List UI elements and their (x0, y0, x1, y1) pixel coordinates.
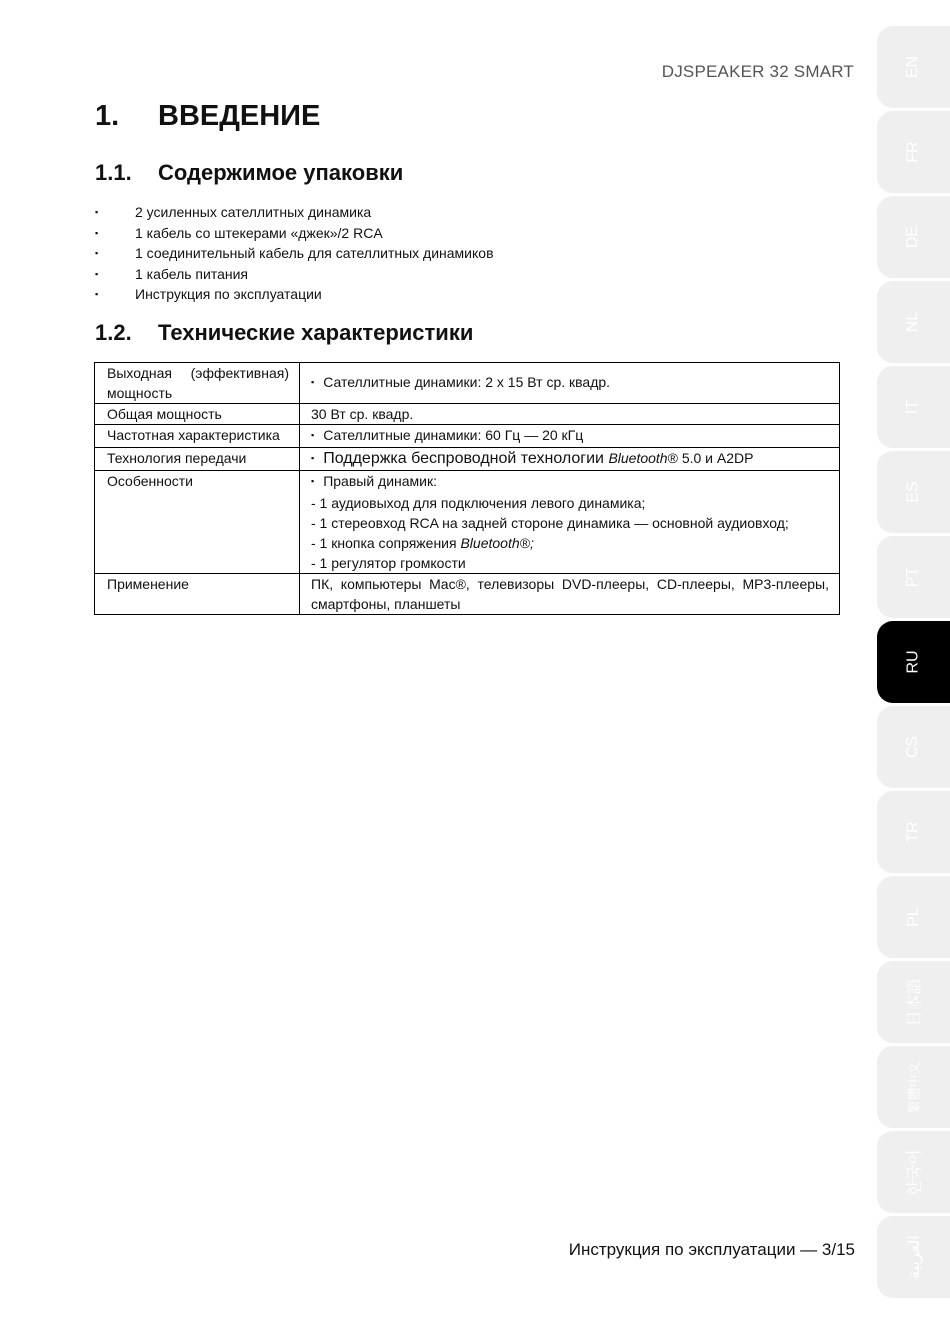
list-item: ▪ Инструкция по эксплуатации (95, 284, 494, 305)
spec-label: Частотная характеристика (95, 425, 300, 448)
tab-en[interactable]: EN (877, 26, 950, 108)
page-footer: Инструкция по эксплуатации — 3/15 (568, 1240, 855, 1259)
tab-es[interactable]: ES (877, 451, 950, 533)
section-number: 1.1. (95, 160, 132, 185)
section-heading-1-1 (95, 160, 403, 186)
tab-ja[interactable]: 日本語 (877, 961, 950, 1043)
tab-fr[interactable]: FR (877, 111, 950, 193)
table-row (95, 363, 840, 404)
tab-ar[interactable]: العربية (877, 1216, 950, 1298)
tab-nl[interactable]: NL (877, 281, 950, 363)
spec-label: Общая мощность (95, 404, 300, 425)
language-tabs (877, 26, 950, 1301)
bullet-icon: ▪ (95, 248, 99, 259)
tab-tr[interactable]: TR (877, 791, 950, 873)
section-heading-1-2 (95, 320, 473, 346)
spec-value: 30 Вт ср. квадр. (300, 404, 840, 425)
product-name: DJSPEAKER 32 SMART (661, 62, 854, 81)
table-row (95, 425, 840, 448)
section-number: 1. (95, 100, 120, 132)
spec-value: ▪ Поддержка беспроводной технологии Bluetooth® 5.0 и A2DP (300, 448, 840, 471)
spec-value: ▪ Сателлитные динамики: 2 x 15 Вт ср. квадр. (300, 363, 840, 404)
package-contents-list (95, 202, 494, 305)
spec-value: ▪ Сателлитные динамики: 60 Гц — 20 кГц (300, 425, 840, 448)
tab-cs[interactable]: CS (877, 706, 950, 788)
list-item: ▪ 2 усиленных сателлитных динамика (95, 202, 494, 223)
tab-pl[interactable]: PL (877, 876, 950, 958)
section-title: Технические характеристики (158, 320, 474, 345)
list-item: ▪ 1 соединительный кабель для сателлитных динамиков (95, 243, 494, 264)
bullet-icon: ▪ (95, 268, 99, 279)
tab-de[interactable]: DE (877, 196, 950, 278)
bullet-icon: ▪ (311, 430, 315, 440)
spec-label: Технология передачи (95, 448, 300, 471)
bullet-icon: ▪ (311, 453, 315, 463)
bullet-icon: ▪ (95, 289, 99, 300)
specifications-table (94, 362, 840, 615)
list-item: ▪ 1 кабель питания (95, 264, 494, 285)
section-title: Содержимое упаковки (158, 160, 404, 185)
section-number: 1.2. (95, 320, 132, 345)
bullet-icon: ▪ (95, 227, 99, 238)
tab-it[interactable]: IT (877, 366, 950, 448)
table-row (95, 404, 840, 425)
section-title: ВВЕДЕНИЕ (158, 100, 321, 132)
spec-value: ПК, компьютеры Mac®, телевизоры DVD-плееры, CD-плееры, MP3-плееры, смартфоны, планшеты (300, 574, 840, 615)
tab-zh-hant[interactable]: 繁體中文 (877, 1046, 950, 1128)
table-row (95, 448, 840, 471)
bullet-icon: ▪ (95, 207, 99, 217)
tab-ko[interactable]: 한국어 (877, 1131, 950, 1213)
spec-label: Выходная (эффективная) мощность (95, 363, 300, 404)
section-heading-1 (95, 100, 320, 133)
spec-label: Применение (95, 574, 300, 615)
bullet-icon: ▪ (311, 377, 315, 387)
bullet-icon: ▪ (311, 476, 315, 486)
tab-pt[interactable]: PT (877, 536, 950, 618)
spec-value: ▪ Правый динамик: - 1 аудиовыход для подключения левого динамика; - 1 стереовход RCA на задней стороне динамика — основной аудиовход; - 1 кнопка сопряжения Bluetooth®; - 1 регулятор громкости (300, 471, 840, 574)
list-item: ▪ 1 кабель со штекерами «джек»/2 RCA (95, 223, 494, 244)
table-row (95, 574, 840, 615)
table-row (95, 471, 840, 574)
spec-label: Особенности (95, 471, 300, 574)
tab-ru[interactable]: RU (877, 621, 950, 703)
